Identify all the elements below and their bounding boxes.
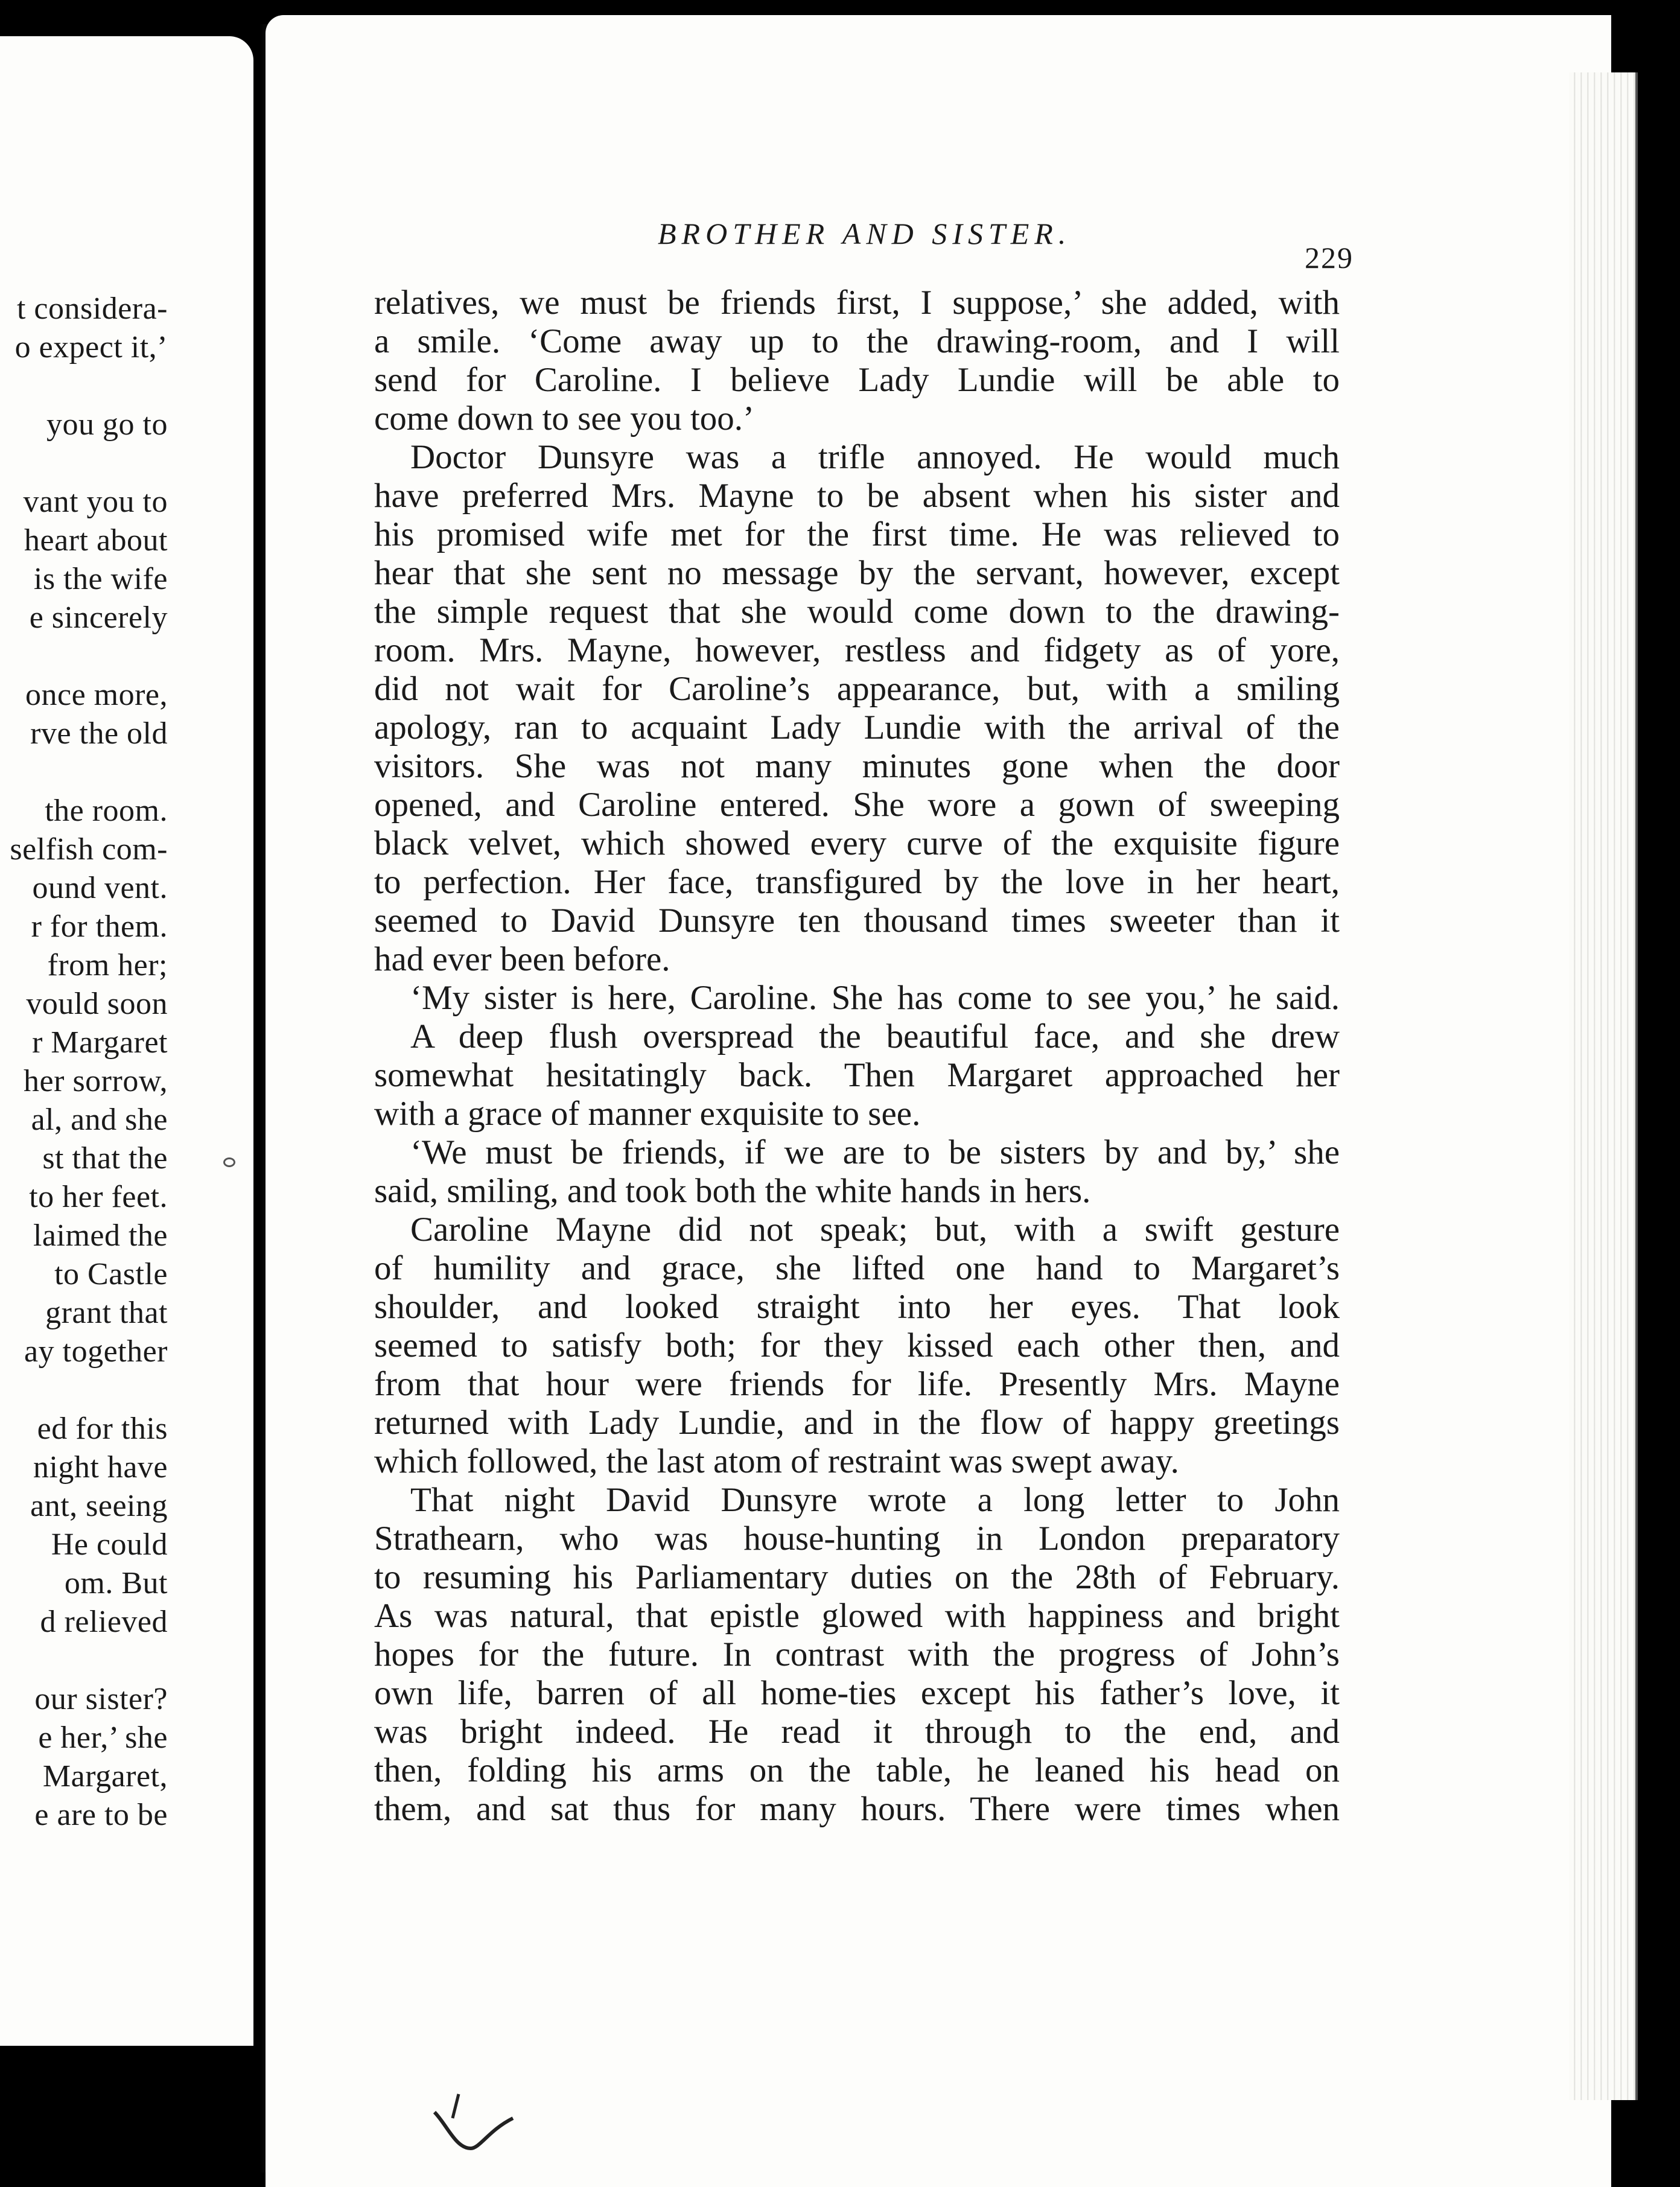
left-page-line: to her feet.: [29, 1180, 168, 1214]
left-page-line: rve the old: [30, 716, 168, 751]
left-page-line: t considera-: [16, 291, 168, 326]
text-line: ‘My sister is here, Caroline. She has come to see you,’ he said.: [410, 979, 1340, 1017]
text-line: As was natural, that epistle glowed with happiness and bright: [374, 1597, 1340, 1635]
text-line: black velvet, which showed every curve of the exquisite figure: [374, 824, 1340, 862]
text-line: returned with Lady Lundie, and in the flow of happy greetings: [374, 1404, 1340, 1442]
text-line: them, and sat thus for many hours. There were times when: [374, 1790, 1340, 1828]
left-page-line: o expect it,’: [14, 330, 168, 364]
left-page-line: her sorrow,: [24, 1064, 168, 1098]
page-number: 229: [1305, 241, 1354, 275]
left-page-line: our sister?: [34, 1682, 168, 1716]
running-head: BROTHER AND SISTER.: [658, 217, 1072, 250]
page-edges: [1569, 72, 1638, 2100]
left-page-line: Margaret,: [42, 1759, 168, 1794]
left-page-line: ound vent.: [32, 871, 168, 905]
text-line: did not wait for Caroline’s appearance, but, with a smiling: [374, 670, 1340, 708]
left-page-line: r Margaret: [32, 1025, 168, 1060]
text-line: Caroline Mayne did not speak; but, with a swift gesture: [410, 1211, 1340, 1249]
text-line: somewhat hesitatingly back. Then Margaret approached her: [374, 1056, 1340, 1094]
left-page-line: He could: [51, 1527, 168, 1562]
left-page-line: to Castle: [54, 1257, 168, 1291]
left-page-line: d relieved: [40, 1605, 168, 1639]
left-page-line: r for them.: [31, 909, 168, 944]
text-line: Strathearn, who was house-hunting in London preparatory: [374, 1520, 1340, 1558]
left-page-line: laimed the: [33, 1218, 168, 1253]
text-line: visitors. She was not many minutes gone when the door: [374, 747, 1340, 785]
left-page-line: ay together: [24, 1334, 168, 1369]
text-line: with a grace of manner exquisite to see.: [374, 1095, 921, 1133]
text-line: room. Mrs. Mayne, however, restless and fidgety as of yore,: [374, 631, 1340, 669]
left-page-line: om. But: [64, 1566, 168, 1600]
left-page-line: e her,’ she: [38, 1721, 168, 1755]
text-line: said, smiling, and took both the white hands in hers.: [374, 1172, 1091, 1210]
text-line: Doctor Dunsyre was a trifle annoyed. He would much: [410, 438, 1340, 476]
text-line: A deep flush overspread the beautiful face, and she drew: [410, 1017, 1340, 1055]
text-line: from that hour were friends for life. Presently Mrs. Mayne: [374, 1365, 1340, 1403]
text-line: relatives, we must be friends first, I suppose,’ she added, with: [374, 284, 1340, 322]
left-page-line: heart about: [24, 523, 168, 558]
text-line: apology, ran to acquaint Lady Lundie with the arrival of the: [374, 708, 1340, 747]
text-line: That night David Dunsyre wrote a long letter to John: [410, 1481, 1340, 1519]
text-line: of humility and grace, she lifted one hand to Margaret’s: [374, 1249, 1340, 1287]
text-line: own life, barren of all home-ties except his father’s love, it: [374, 1674, 1340, 1712]
left-page-line: from her;: [47, 948, 168, 982]
text-line: a smile. ‘Come away up to the drawing-room, and I will: [374, 322, 1340, 360]
left-page-line: st that the: [42, 1141, 168, 1176]
text-line: the simple request that she would come down to the drawing-: [374, 593, 1340, 631]
text-line: hopes for the future. In contrast with the progress of John’s: [374, 1635, 1340, 1673]
text-line: his promised wife met for the first time. He was relieved to: [374, 515, 1340, 553]
text-line: hear that she sent no message by the servant, however, except: [374, 554, 1340, 592]
left-page-line: e are to be: [34, 1798, 168, 1832]
text-line: then, folding his arms on the table, he leaned his head on: [374, 1751, 1340, 1789]
text-line: was bright indeed. He read it through to the end, and: [374, 1713, 1340, 1751]
text-line: to perfection. Her face, transfigured by the love in her heart,: [374, 863, 1340, 901]
text-line: have preferred Mrs. Mayne to be absent when his sister and: [374, 477, 1340, 515]
text-line: ‘We must be friends, if we are to be sisters by and by,’ she: [410, 1133, 1340, 1171]
left-page-line: night have: [33, 1450, 168, 1485]
text-line: to resuming his Parliamentary duties on the 28th of February.: [374, 1558, 1340, 1596]
text-line: come down to see you too.’: [374, 400, 755, 438]
text-line: which followed, the last atom of restraint was swept away.: [374, 1442, 1179, 1480]
text-line: seemed to David Dunsyre ten thousand times sweeter than it: [374, 902, 1340, 940]
left-page-line: the room.: [45, 794, 168, 828]
left-page-line: vould soon: [26, 987, 168, 1021]
text-line: had ever been before.: [374, 940, 670, 978]
text-line: opened, and Caroline entered. She wore a gown of sweeping: [374, 786, 1340, 824]
margin-scratch-mark: [422, 2058, 519, 2154]
text-line: shoulder, and looked straight into her eyes. That look: [374, 1288, 1340, 1326]
text-line: send for Caroline. I believe Lady Lundie will be able to: [374, 361, 1340, 399]
left-page-line: you go to: [46, 407, 168, 442]
left-page-line: vant you to: [23, 485, 168, 519]
left-facing-page: [0, 36, 253, 2046]
text-line: seemed to satisfy both; for they kissed each other then, and: [374, 1326, 1340, 1364]
left-page-line: e sincerely: [29, 600, 168, 635]
left-page-line: ed for this: [37, 1412, 168, 1446]
page-speck: [223, 1157, 235, 1167]
left-page-line: ant, seeing: [30, 1489, 168, 1523]
left-page-line: once more,: [25, 678, 168, 712]
left-page-line: al, and she: [31, 1103, 168, 1137]
left-page-line: selfish com-: [10, 832, 168, 867]
left-page-line: is the wife: [33, 562, 168, 596]
left-page-line: grant that: [45, 1296, 168, 1330]
